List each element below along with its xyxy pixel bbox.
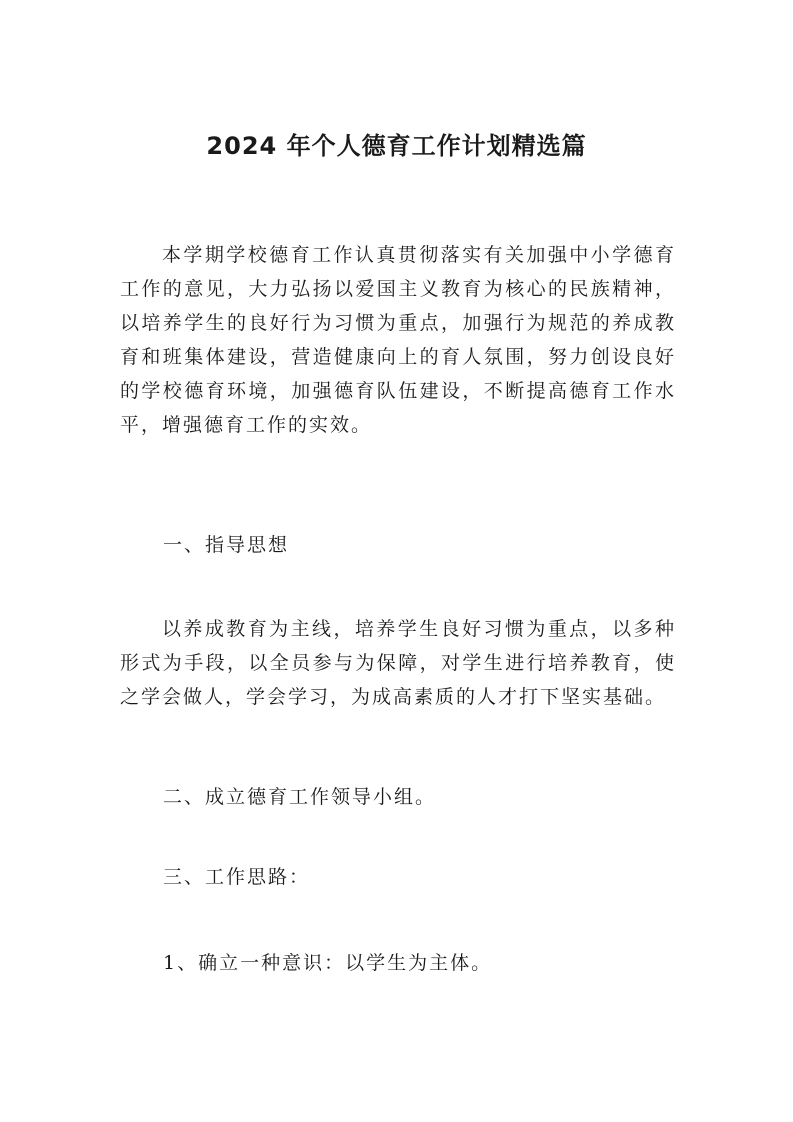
intro-paragraph: 本学期学校德育工作认真贯彻落实有关加强中小学德育工作的意见，大力弘扬以爱国主义教育为核心的民族精神，以培养学生的良好行为习惯为重点，加强行为规范的养成教育和班集体建设，营造健康向上的育人氛围，努力创设良好的学校德育环境，加强德育队伍建设，不断提高德育工作水平，增强德育工作的实效。 [120, 244, 676, 436]
section-heading-work-approach: 三、工作思路： [163, 866, 311, 888]
list-item-awareness: 1、确立一种意识：以学生为主体。 [163, 952, 493, 974]
document-title: 2024 年个人德育工作计划精选篇 [206, 132, 587, 160]
section-heading-guiding-ideology: 一、指导思想 [163, 534, 290, 556]
section-heading-leadership-group: 二、成立德育工作领导小组。 [163, 786, 437, 808]
guiding-ideology-paragraph: 以养成教育为主线，培养学生良好习惯为重点，以多种形式为手段，以全员参与为保障，对学生进行培养教育，使之学会做人，学会学习，为成高素质的人才打下坚实基础。 [120, 618, 676, 708]
